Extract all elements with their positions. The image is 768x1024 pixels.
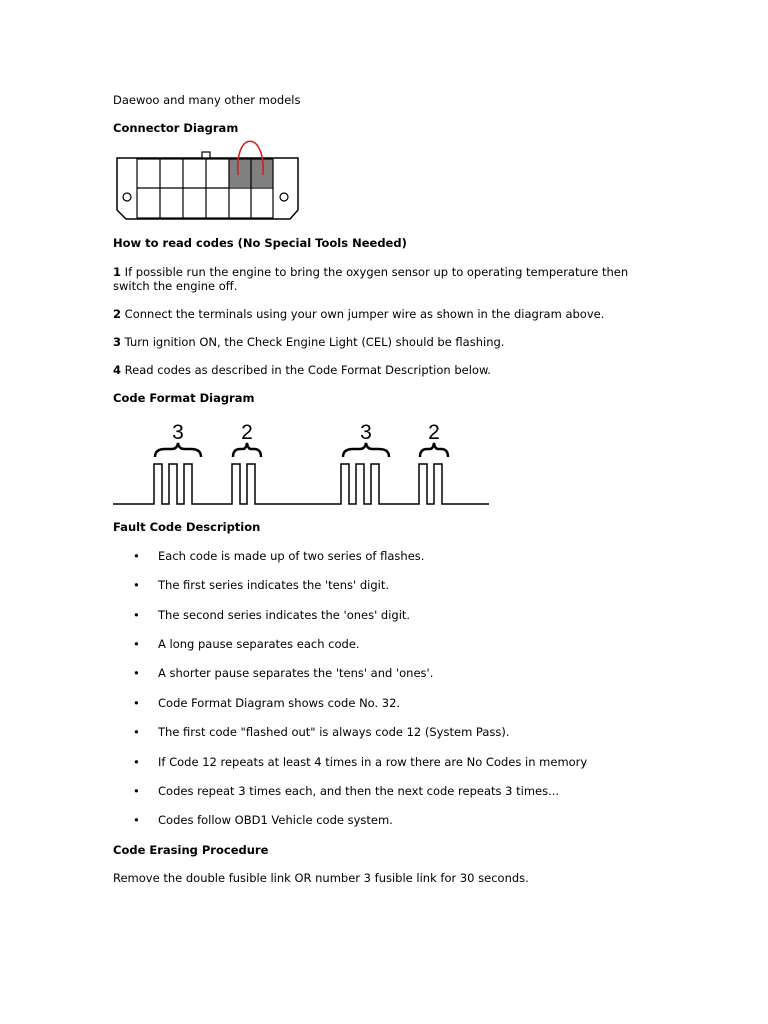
list-item-text: If Code 12 repeats at least 4 times in a row there are No Codes in memory	[158, 755, 588, 769]
format-label-tens: 3	[360, 421, 372, 444]
step-text: Read codes as described in the Code Format Description below.	[124, 363, 491, 377]
flash-waveform	[113, 464, 489, 504]
connector-diagram	[116, 135, 299, 223]
bullet-glyph: •	[133, 578, 140, 592]
terminal-shaded-b	[251, 159, 273, 187]
list-item-text: A long pause separates each code.	[158, 637, 360, 651]
list-item-text: Codes repeat 3 times each, and then the next code repeats 3 times...	[158, 784, 560, 798]
format-label-ones: 2	[241, 421, 253, 444]
bullet-glyph: •	[133, 666, 140, 680]
list-item-text: The first code "flashed out" is always code 12 (System Pass).	[158, 725, 510, 739]
how-heading: How to read codes (No Special Tools Needed)	[113, 236, 407, 250]
step-text: Connect the terminals using your own jumper wire as shown in the diagram above.	[124, 307, 605, 321]
bullet-glyph: •	[133, 755, 140, 769]
step-number: 4	[113, 363, 122, 377]
bullet-glyph: •	[133, 549, 140, 563]
connector-tab	[202, 152, 210, 158]
mount-hole-left	[123, 193, 131, 201]
list-item-text: Code Format Diagram shows code No. 32.	[158, 696, 401, 710]
bullet-glyph: •	[133, 784, 140, 798]
step-text: Turn ignition ON, the Check Engine Light (CEL) should be flashing.	[124, 335, 505, 349]
step-number: 2	[113, 307, 122, 321]
step-number: 3	[113, 335, 122, 349]
step-4	[113, 363, 653, 377]
bullet-glyph: •	[133, 813, 140, 827]
format-heading: Code Format Diagram	[113, 391, 255, 405]
brace-tens	[343, 443, 389, 457]
list-item-text: The first series indicates the 'tens' digit.	[158, 578, 389, 592]
erase-text: Remove the double fusible link OR number 3 fusible link for 30 seconds.	[113, 871, 529, 885]
format-label-tens: 3	[172, 421, 184, 444]
step-2	[113, 307, 653, 321]
bullet-glyph: •	[133, 637, 140, 651]
code-format-diagram	[113, 415, 493, 510]
list-item-text: Each code is made up of two series of flashes.	[158, 549, 425, 563]
bullet-glyph: •	[133, 696, 140, 710]
erase-heading: Code Erasing Procedure	[113, 843, 269, 857]
list-item-text: Codes follow OBD1 Vehicle code system.	[158, 813, 393, 827]
intro-text: Daewoo and many other models	[113, 93, 301, 107]
bullet-glyph: •	[133, 725, 140, 739]
mount-hole-right	[280, 193, 288, 201]
list-item-text: The second series indicates the 'ones' digit.	[158, 608, 411, 622]
brace-ones	[233, 443, 261, 457]
step-1	[113, 265, 653, 293]
brace-tens	[155, 443, 201, 457]
step-number: 1	[113, 265, 122, 279]
terminal-shaded-a	[229, 159, 251, 187]
list-item-text: A shorter pause separates the 'tens' and 'ones'.	[158, 666, 434, 680]
fault-heading: Fault Code Description	[113, 520, 261, 534]
brace-ones	[420, 443, 448, 457]
connector-heading: Connector Diagram	[113, 121, 239, 135]
step-3	[113, 335, 653, 349]
step-text: If possible run the engine to bring the oxygen sensor up to operating temperature then switch the engine off.	[113, 265, 629, 293]
format-braces	[155, 443, 448, 457]
bullet-glyph: •	[133, 608, 140, 622]
format-label-ones: 2	[428, 421, 440, 444]
